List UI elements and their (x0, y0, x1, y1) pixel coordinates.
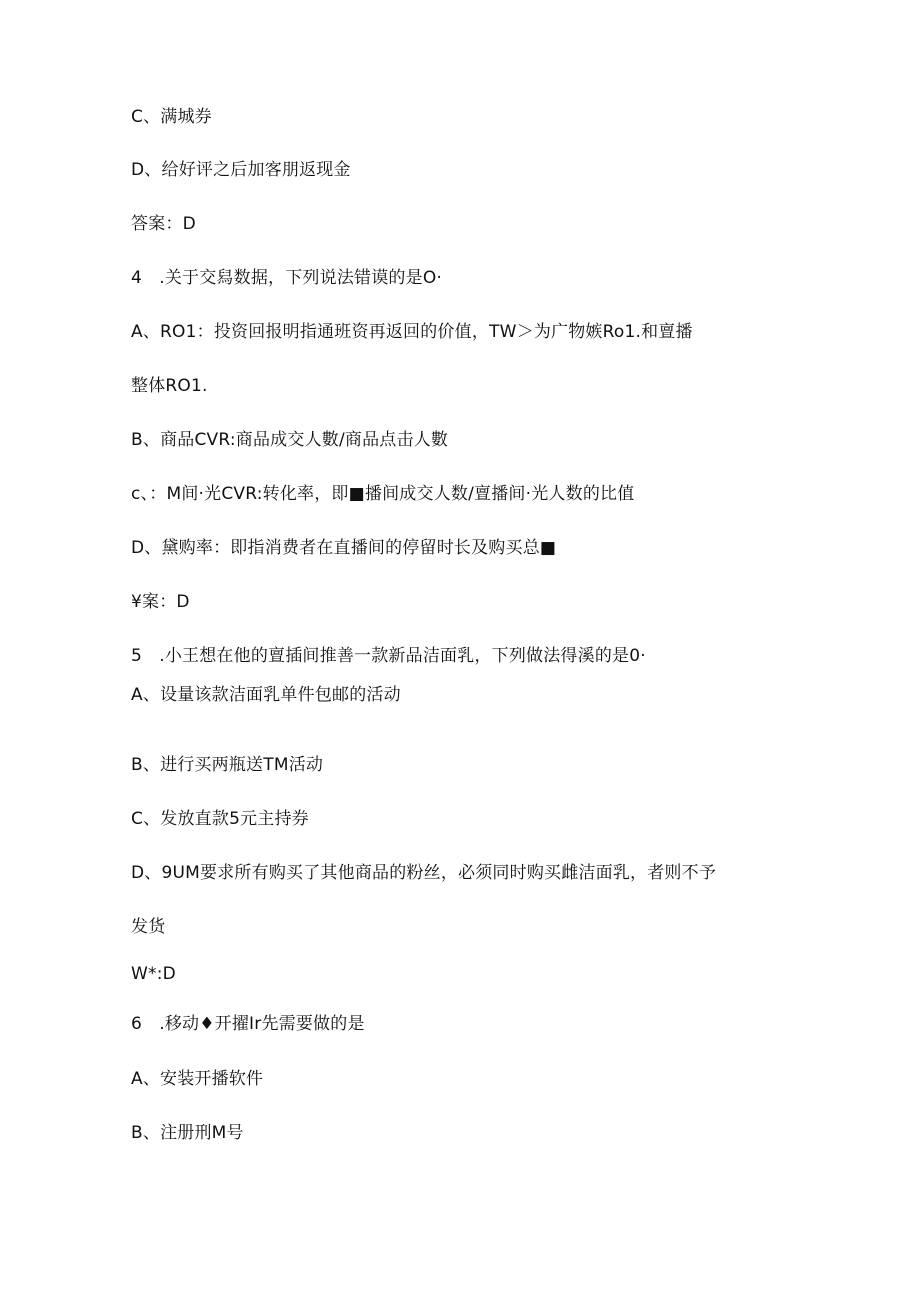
option-c-text: C、满城券 (131, 107, 212, 127)
question-5-option-b-text: B、进行买两瓶送TM活动 (131, 755, 324, 775)
question-5-option-d-continuation: 发货 (131, 917, 166, 937)
answer-line: 答案：D (131, 214, 196, 234)
question-4-option-c-text: c、：M间·光CVR:转化率，即■播间成交人数/亶播间·光人数的比值 (131, 484, 635, 504)
question-5-text: 5 .小王想在他的亶插间推善一款新品洁面乳，下列做法得溪的是0· (131, 646, 646, 666)
question-6-option-b-text: B、注册刑M号 (131, 1123, 244, 1143)
question-4-option-d-text: D、黛购率：即指消费者在直播间的停留时长及购买总■ (131, 538, 557, 558)
question-5-option-d-text: D、9UM要求所有购买了其他商品的粉丝，必须同时购买雌洁面乳，者则不予 (131, 863, 717, 883)
question-5-option-a-text: A、设量该款洁面乳单件包邮的活动 (131, 685, 401, 705)
option-d-text: D、给好评之后加客朋返现金 (131, 160, 351, 180)
question-5-option-c-text: C、发放直款5元主持券 (131, 809, 309, 829)
question-6-text: 6 .移动♦开擢Ir先需要做的是 (131, 1014, 365, 1034)
question-4-text: 4 .关于交舄数据，下列说法错谟的是O· (131, 268, 443, 288)
question-4-option-a-continuation: 整体RO1. (131, 376, 208, 396)
question-6-option-a-text: A、安装开播软件 (131, 1069, 264, 1089)
question-5-answer: W*:D (131, 964, 176, 984)
question-4-answer: ¥案：D (131, 592, 190, 612)
question-4-option-a-text: A、RO1：投资回报明指通班资再返回的价值，TW＞为广物嫉Ro1.和亶播 (131, 322, 693, 342)
question-4-option-b-text: B、商品CVR:商品成交人數/商品点击人數 (131, 430, 449, 450)
